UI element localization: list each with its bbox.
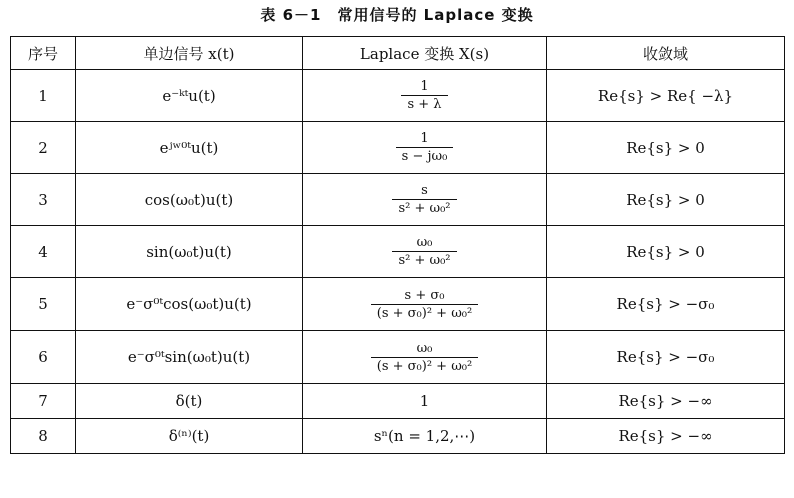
roc-cell: Re{s} > Re{ −λ} (547, 70, 785, 122)
denominator: s² + ω₀² (398, 201, 451, 216)
row-index: 1 (11, 70, 76, 122)
table-row (11, 278, 785, 331)
numerator: ω₀ (392, 235, 456, 252)
roc-cell: Re{s} > −∞ (547, 384, 785, 419)
table-row (11, 70, 785, 122)
header-roc: 收敛域 (547, 37, 785, 70)
denominator: (s + σ₀)² + ω₀² (376, 305, 473, 321)
numerator: s + σ₀ (371, 288, 478, 305)
table-row (11, 384, 785, 419)
roc-cell: Re{s} > −σ₀ (547, 331, 785, 384)
roc-cell: Re{s} > 0 (547, 174, 785, 226)
row-index: 6 (11, 331, 76, 384)
numerator: 1 (401, 79, 447, 96)
row-index: 2 (11, 122, 76, 174)
table-row (11, 419, 785, 454)
header-laplace: Laplace 变换 X(s) (303, 37, 547, 70)
laplace-cell (303, 331, 547, 384)
table-row (11, 174, 785, 226)
roc-cell: Re{s} > −∞ (547, 419, 785, 454)
header-index: 序号 (11, 37, 76, 70)
fraction (396, 131, 454, 164)
numerator: s (392, 183, 456, 200)
laplace-cell (303, 278, 547, 331)
fraction (392, 183, 456, 216)
denominator: s² + ω₀² (398, 253, 451, 268)
laplace-cell: sⁿ(n = 1,2,⋯) (303, 419, 547, 454)
row-index: 8 (11, 419, 76, 454)
fraction (401, 79, 447, 112)
signal-cell: cos(ω₀t)u(t) (76, 174, 303, 226)
roc-cell: Re{s} > 0 (547, 122, 785, 174)
roc-cell: Re{s} > −σ₀ (547, 278, 785, 331)
row-index: 5 (11, 278, 76, 331)
denominator: s + λ (407, 97, 442, 112)
denominator: s − jω₀ (401, 149, 448, 164)
signal-cell: sin(ω₀t)u(t) (76, 226, 303, 278)
fraction (392, 235, 456, 268)
laplace-table (10, 36, 785, 454)
table-title: 表 6－1 常用信号的 Laplace 变换 (260, 6, 534, 24)
signal-cell: δ(t) (76, 384, 303, 419)
row-index: 7 (11, 384, 76, 419)
header-signal: 单边信号 x(t) (76, 37, 303, 70)
fraction (371, 288, 478, 321)
laplace-cell (303, 226, 547, 278)
denominator: (s + σ₀)² + ω₀² (376, 358, 473, 374)
numerator: 1 (396, 131, 454, 148)
laplace-cell (303, 122, 547, 174)
numerator: ω₀ (371, 341, 478, 358)
fraction (371, 341, 478, 374)
table-row (11, 226, 785, 278)
table-row (11, 122, 785, 174)
laplace-cell (303, 174, 547, 226)
header-row (11, 37, 785, 70)
roc-cell: Re{s} > 0 (547, 226, 785, 278)
laplace-cell (303, 70, 547, 122)
signal-cell: e⁻ᵏᵗu(t) (76, 70, 303, 122)
table-row (11, 331, 785, 384)
row-index: 4 (11, 226, 76, 278)
row-index: 3 (11, 174, 76, 226)
signal-cell: eʲʷ⁰ᵗu(t) (76, 122, 303, 174)
signal-cell: e⁻σ⁰ᵗcos(ω₀t)u(t) (76, 278, 303, 331)
signal-cell: e⁻σ⁰ᵗsin(ω₀t)u(t) (76, 331, 303, 384)
laplace-cell: 1 (303, 384, 547, 419)
signal-cell: δ⁽ⁿ⁾(t) (76, 419, 303, 454)
